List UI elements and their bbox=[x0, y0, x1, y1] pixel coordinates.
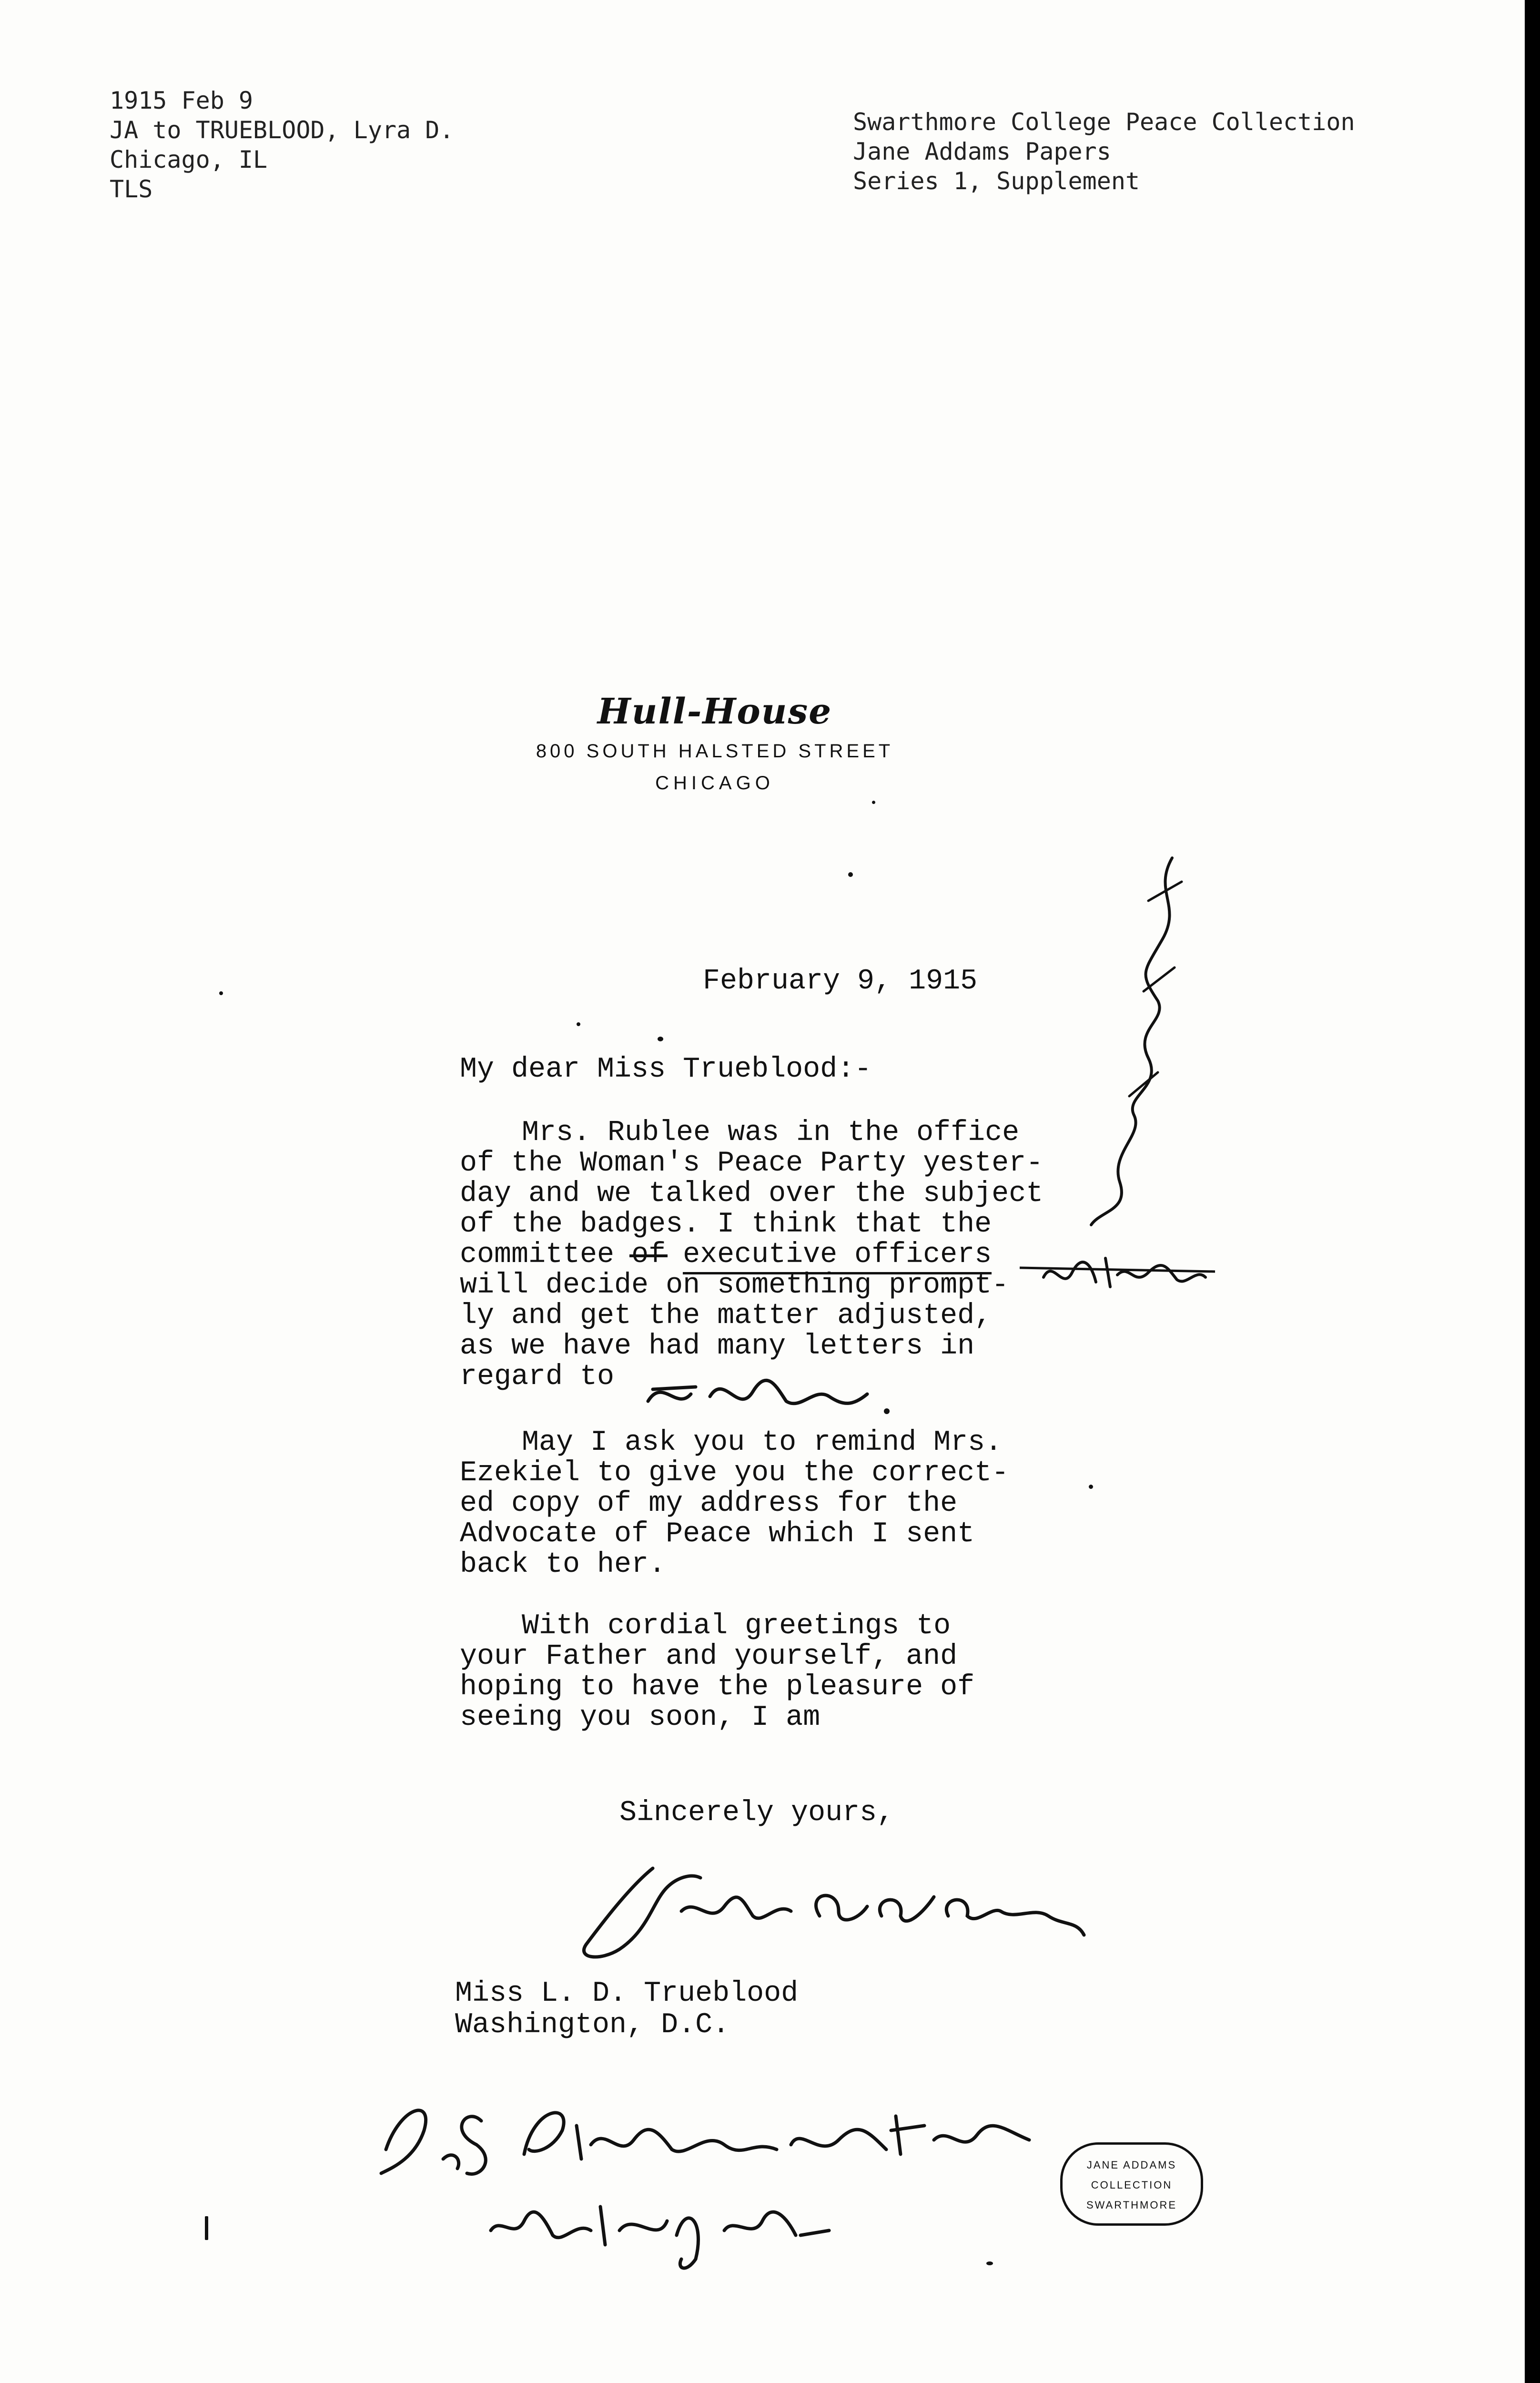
collection-info bbox=[853, 107, 1355, 196]
catalog-place: Chicago, IL bbox=[110, 146, 268, 173]
text-line: back to her. bbox=[460, 1548, 666, 1581]
text-line: day and we talked over the subject bbox=[460, 1178, 1044, 1210]
paragraph-1 bbox=[460, 1118, 1043, 1392]
text-line bbox=[460, 1240, 1043, 1270]
papers-name: Jane Addams Papers bbox=[853, 138, 1111, 165]
speck bbox=[872, 801, 875, 804]
text-line: seeing you soon, I am bbox=[460, 1701, 821, 1734]
text-line: your Father and yourself, and bbox=[460, 1640, 958, 1673]
speck bbox=[1089, 1485, 1093, 1489]
regard-handwriting bbox=[643, 1368, 872, 1420]
speck bbox=[848, 872, 853, 877]
insert-line bbox=[1020, 1258, 1220, 1277]
recipient-city: Washington, D.C. bbox=[455, 2009, 730, 2041]
closing: Sincerely yours, bbox=[619, 1797, 894, 1829]
postscript-handwriting bbox=[372, 2078, 1048, 2278]
catalog-info bbox=[110, 86, 454, 204]
series-name: Series 1, Supplement bbox=[853, 167, 1140, 195]
speck bbox=[219, 991, 223, 995]
text-line: as we have had many letters in bbox=[460, 1330, 975, 1363]
letterhead-street: 800 SOUTH HALSTED STREET bbox=[536, 741, 894, 762]
stamp-line: SWARTHMORE bbox=[1086, 2199, 1177, 2211]
catalog-type: TLS bbox=[110, 175, 153, 203]
catalog-date: 1915 Feb 9 bbox=[110, 87, 253, 114]
letterhead-name: Hull-House bbox=[597, 691, 832, 732]
text-line: regard to bbox=[460, 1361, 615, 1393]
stamp-line: COLLECTION bbox=[1091, 2179, 1173, 2191]
recipient-name: Miss L. D. Trueblood bbox=[455, 1977, 799, 2010]
margin-handwriting bbox=[1039, 848, 1210, 1230]
speck bbox=[884, 1408, 890, 1414]
letterhead-city: CHICAGO bbox=[655, 773, 774, 794]
text-fragment: committee bbox=[460, 1239, 632, 1271]
letterhead bbox=[476, 691, 953, 794]
text-line: ly and get the matter adjusted, bbox=[460, 1300, 992, 1332]
collection-stamp bbox=[1060, 2142, 1203, 2226]
text-line: Mrs. Rublee was in the office bbox=[522, 1117, 1020, 1149]
collection-name: Swarthmore College Peace Collection bbox=[853, 108, 1355, 136]
speck bbox=[986, 2261, 993, 2265]
underlined-phrase: executive officers bbox=[683, 1239, 992, 1274]
text-line: of the badges. I think that the bbox=[460, 1208, 992, 1241]
text-line: will decide on something prompt- bbox=[460, 1269, 1009, 1302]
salutation: My dear Miss Trueblood:- bbox=[460, 1053, 872, 1086]
text-line: hoping to have the pleasure of bbox=[460, 1671, 975, 1703]
paragraph-3 bbox=[460, 1611, 974, 1733]
speck bbox=[658, 1037, 663, 1041]
text-line: Ezekiel to give you the correct- bbox=[460, 1457, 1009, 1489]
text-line: Advocate of Peace which I sent bbox=[460, 1518, 975, 1550]
catalog-correspondents: JA to TRUEBLOOD, Lyra D. bbox=[110, 116, 454, 144]
text-line: of the Woman's Peace Party yester- bbox=[460, 1147, 1044, 1180]
text-line: With cordial greetings to bbox=[522, 1610, 951, 1642]
recipient-address bbox=[455, 1978, 798, 2041]
letter-date: February 9, 1915 bbox=[703, 965, 978, 998]
text-line: May I ask you to remind Mrs. bbox=[522, 1426, 1003, 1459]
text-line: ed copy of my address for the bbox=[460, 1487, 958, 1520]
stamp-line: JANE ADDAMS bbox=[1086, 2159, 1177, 2171]
paragraph-2 bbox=[460, 1427, 1009, 1580]
struck-word: of bbox=[631, 1239, 666, 1271]
speck bbox=[577, 1022, 580, 1026]
signature bbox=[572, 1859, 1086, 1968]
speck bbox=[205, 2216, 208, 2240]
